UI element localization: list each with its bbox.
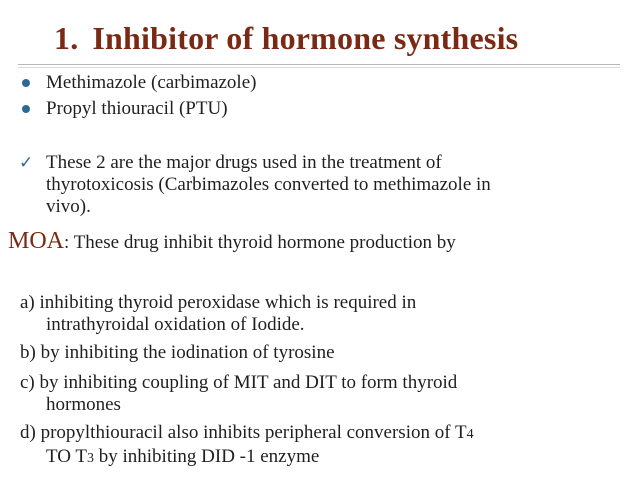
slide-title [54, 20, 518, 57]
checkmark-icon: ✓ [19, 153, 34, 173]
point-d-line1: d) propylthiouracil also inhibits peripheral conversion of T [20, 422, 467, 443]
title-number: 1. [54, 20, 79, 56]
point-b [20, 342, 620, 364]
point-line: hormones [46, 394, 121, 415]
check-line: These 2 are the major drugs used in the treatment of [46, 152, 442, 173]
point-line [20, 422, 620, 446]
point-line: b) by inhibiting the iodination of tyrosine [20, 342, 335, 363]
point-d [20, 422, 620, 470]
point-line: a) inhibiting thyroid peroxidase which is required in [20, 292, 417, 313]
bullet-icon [22, 105, 30, 113]
point-line: intrathyroidal oxidation of Iodide. [46, 314, 305, 335]
check-line: thyrotoxicosis (Carbimazoles converted to methimazole in [46, 174, 491, 195]
point-a [20, 292, 620, 336]
point-line: c) by inhibiting coupling of MIT and DIT to form thyroid [20, 372, 458, 393]
point-c [20, 372, 620, 416]
point-line [20, 446, 620, 470]
point-d-line2-post: by inhibiting DID -1 enzyme [94, 446, 320, 467]
title-text: Inhibitor of hormone synthesis [92, 20, 519, 56]
bullet-icon [22, 79, 30, 87]
point-d-line2-pre: TO T [46, 446, 87, 467]
check-line: vivo). [46, 196, 91, 217]
subscript-4: 4 [466, 427, 474, 442]
title-divider [18, 64, 620, 68]
subscript-3: 3 [87, 451, 94, 466]
bullet-text: Methimazole (carbimazole) [46, 72, 257, 93]
check-text [46, 152, 606, 218]
bullet-text: Propyl thiouracil (PTU) [46, 98, 228, 119]
moa-label: MOA [8, 228, 65, 254]
moa-text: : These drug inhibit thyroid hormone production by [64, 232, 456, 253]
